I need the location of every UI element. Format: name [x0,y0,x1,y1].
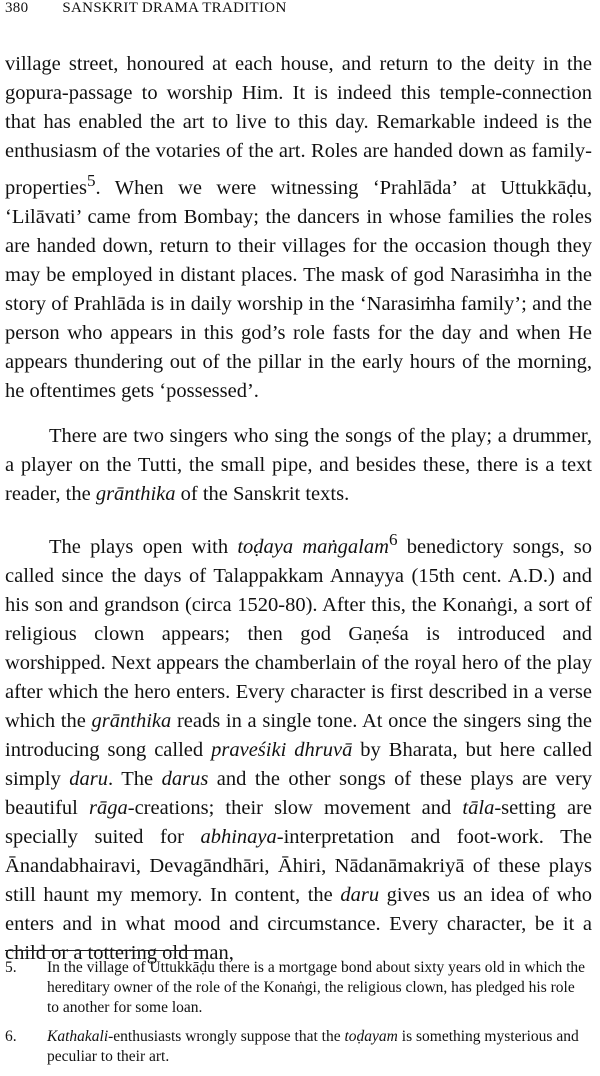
text-run: reads in a single tone. At once the singers sing the introducing song called [5,709,592,761]
text-run: benedictory songs, so called since the days of Talappakkam Annayya (15th cent. A.D.) and his son and grandson (circa 1520-80). After this, the Konaṅgi, a sort of religious clown appears; then god Gaṇeśa is introduced and worshipped. Next appears the chamberlain of the royal hero of the play after which the hero enters. Every character is first described in a verse which the [5,535,592,732]
text-run: . The [108,767,162,790]
paragraph-3 [5,525,592,968]
italic-term: Kathakali [47,1028,109,1045]
footnote-text [47,958,590,1018]
italic-term: daru [340,883,380,906]
text-run: -enthusiasts wrongly suppose that the [108,1028,345,1045]
text-run: . When we were witnessing ‘Prahlāda’ at Uttukkāḍu, ‘Lilāvati’ came from Bombay; the dancers in whose families the roles are handed down, return to their villages for the occasion though they may be employed in distant places. The mask of god Narasiṁha in the story of Prahlāda is in daily worship in the ‘Narasiṁha family’; and the person who appears in this god’s role fasts for the day and when He appears thundering out of the pillar in the early hours of the morning, he oftentimes gets ‘possessed’. [5,176,592,402]
italic-term: abhinaya [200,825,277,848]
footnote-text [47,1027,590,1067]
footnote-number: 6. [5,1028,17,1045]
italic-term: darus [161,767,209,790]
text-run: -setting are specially suited for [5,796,592,848]
text-run: -creations; their slow movement and [127,796,463,819]
footnote [5,958,590,1018]
italic-term: tāla [462,796,495,819]
italic-term: grānthika [95,482,176,505]
text-run: village street, honoured at each house, and return to the deity in the gopura-passage to worship Him. It is indeed this temple-connection that has enabled the art to live to this day. Remarkable indeed is the enthusiasm of the votaries of the art. Roles are handed down as family-properties [5,53,592,199]
footnote-ref: 6 [388,529,398,549]
footnote-number: 5. [5,959,17,976]
italic-term: grānthika [91,709,172,732]
body-text [5,50,592,968]
italic-term: toḍayam [344,1028,398,1045]
footnotes [5,958,590,1076]
footnote [5,1027,590,1067]
running-title: SANSKRIT DRAMA TRADITION [62,0,287,16]
italic-term: rāga [89,796,128,819]
text-run: The plays open with [49,535,238,558]
text-run: -interpretation and foot-work. The Ānandabhairavi, Devagāndhāri, Āhiri, Nādanāmakriyā of these plays still haunt my memory. In content, the [5,825,592,906]
text-run: and the other songs of these plays are very beautiful [5,767,592,819]
text-run: by Bharata, but here called simply [5,738,592,790]
italic-term: daru [69,767,109,790]
paragraph-1 [5,50,592,406]
text-run: of the Sanskrit texts. [175,482,350,505]
footnote-divider [5,950,205,951]
italic-term: toḍaya maṅgalam [237,535,389,558]
running-header [5,0,590,24]
italic-term: praveśiki dhruvā [211,738,353,761]
text-run: In the village of Uttukkāḍu there is a mortgage bond about sixty years old in which the hereditary owner of the role of the Konaṅgi, the religious clown, has pledged his role to another for some loan. [47,959,586,1016]
text-run: gives us an idea of who enters and in what mood and circumstance. Every character, be it a child or a tottering old man, [5,883,592,964]
footnote-ref: 5 [86,171,96,190]
text-run: is something mysterious and peculiar to their art. [47,1028,579,1065]
paragraph-2 [5,422,592,509]
text-run: There are two singers who sing the songs of the play; a drummer, a player on the Tutti, the small pipe, and besides these, there is a text reader, the [5,424,592,505]
page-number: 380 [5,0,29,16]
